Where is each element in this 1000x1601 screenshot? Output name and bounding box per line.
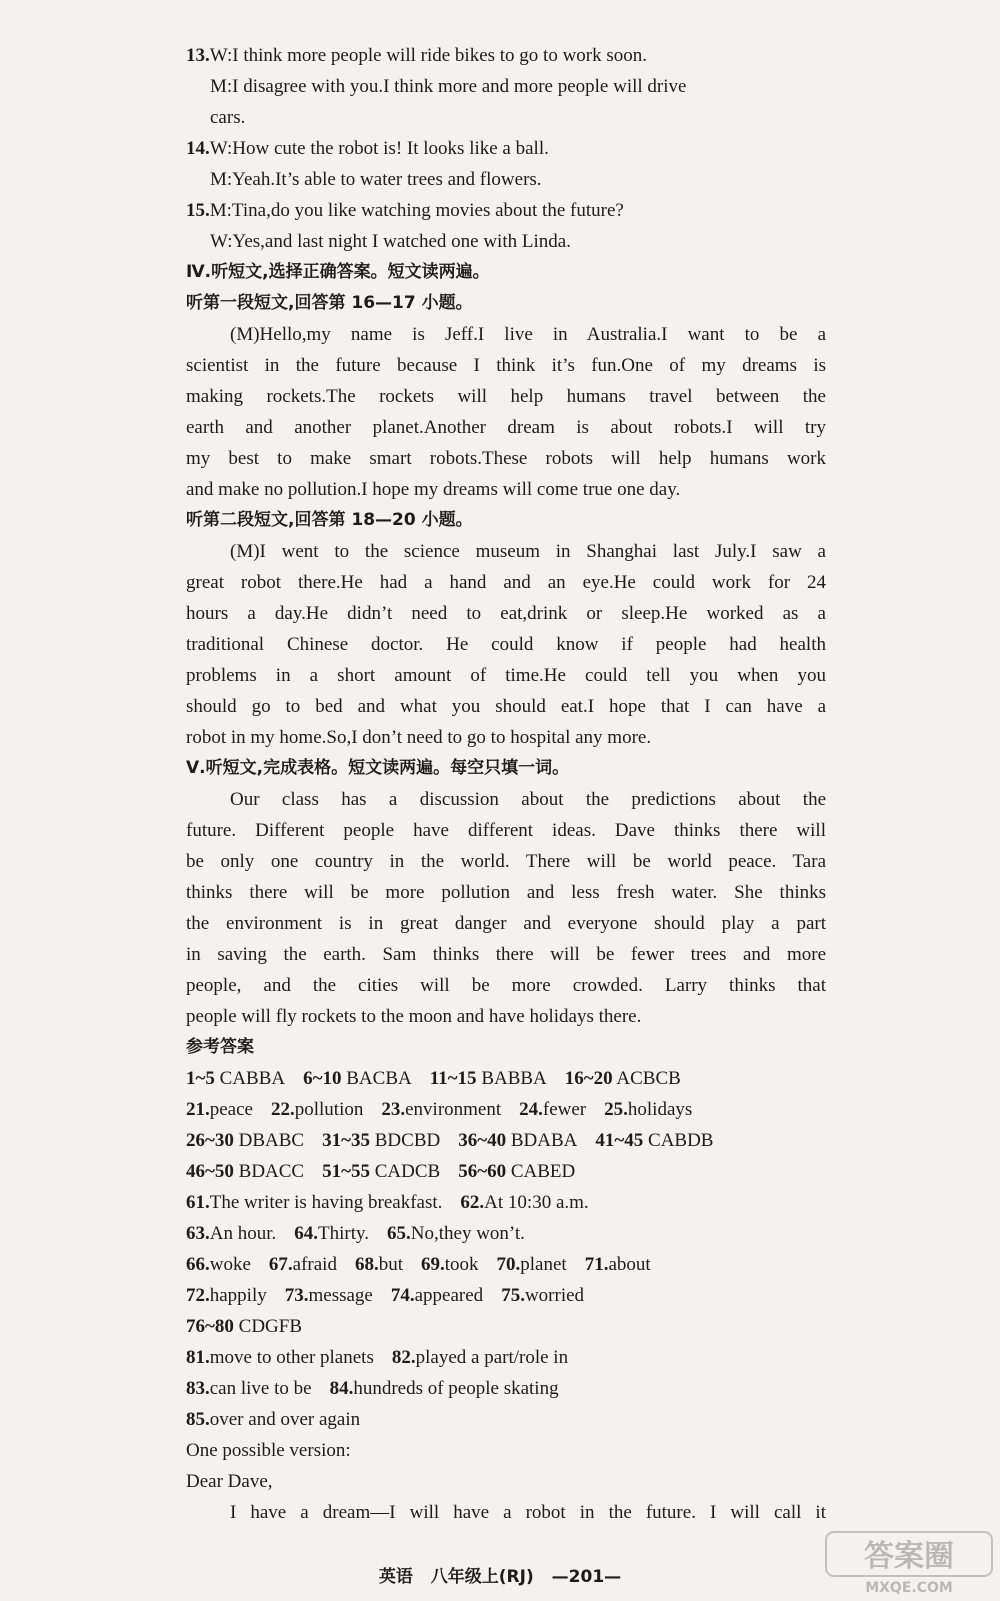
footer-grade: 八年级上(RJ) xyxy=(430,1567,534,1587)
item-number: 14. xyxy=(186,138,210,159)
part-1-title: 听第一段短文,回答第 16—17 小题。 xyxy=(186,293,473,313)
passage-line: thinks there will be more pollution and less fresh water. She thinks xyxy=(186,882,826,903)
answer-value: played a part/role in xyxy=(415,1347,569,1368)
answer-number: 11~15 xyxy=(429,1068,477,1089)
answer-number: 23. xyxy=(381,1099,406,1120)
answer-row xyxy=(186,1187,826,1218)
answer-value: environment xyxy=(405,1099,502,1120)
footer-subject: 英语 xyxy=(378,1567,413,1587)
answer-value: An hour. xyxy=(209,1223,277,1244)
answer-value: The writer is having breakfast. xyxy=(209,1192,443,1213)
passage-line: problems in a short amount of time.He could tell you when you xyxy=(186,665,826,686)
dialogue-line xyxy=(186,164,826,195)
answer-value: took xyxy=(444,1254,479,1275)
passage-line: people will fly rockets to the moon and have holidays there. xyxy=(186,1006,642,1027)
answer-value: BDABA xyxy=(510,1130,578,1151)
dialogue-line xyxy=(186,40,826,71)
answer-value: woke xyxy=(209,1254,251,1275)
answer-row xyxy=(186,1125,826,1156)
answer-number: 81. xyxy=(186,1347,210,1368)
section-5-title: Ⅴ.听短文,完成表格。短文读两遍。每空只填一词。 xyxy=(186,758,570,778)
answer-value: At 10:30 a.m. xyxy=(484,1192,589,1213)
dialogue-text: M:Tina,do you like watching movies about the future? xyxy=(209,200,624,221)
passage-line: my best to make smart robots.These robots will help humans work xyxy=(186,448,826,469)
watermark-text: 答案圈 xyxy=(864,1539,954,1574)
answer-value: but xyxy=(378,1254,403,1275)
answer-row xyxy=(186,1342,826,1373)
answer-number: 1~5 xyxy=(186,1068,215,1089)
answer-value: hundreds of people skating xyxy=(353,1378,559,1399)
passage-line: (M)I went to the science museum in Shanghai last July.I saw a xyxy=(230,541,826,562)
passage-line: earth and another planet.Another dream is about robots.I will try xyxy=(186,417,826,438)
version-label: One possible version: xyxy=(186,1440,351,1461)
dialogue-text: W:I think more people will ride bikes to go to work soon. xyxy=(209,45,648,66)
answer-value: BABBA xyxy=(481,1068,547,1089)
answer-row xyxy=(186,1373,826,1404)
answer-number: 25. xyxy=(604,1099,628,1120)
footer-page-number: —201— xyxy=(551,1567,622,1587)
passage-line: traditional Chinese doctor. He could know if people had health xyxy=(186,634,826,655)
watermark-logo-icon xyxy=(824,1530,994,1596)
answer-value: BDCBD xyxy=(374,1130,441,1151)
answer-number: 66. xyxy=(186,1254,210,1275)
answer-value: can live to be xyxy=(209,1378,312,1399)
dialogue-text: W:Yes,and last night I watched one with Linda. xyxy=(210,231,571,252)
answer-number: 61. xyxy=(186,1192,210,1213)
answer-number: 73. xyxy=(284,1285,309,1306)
answer-number: 21. xyxy=(186,1099,210,1120)
dialogue-line xyxy=(186,71,826,102)
answer-number: 84. xyxy=(329,1378,354,1399)
dialogue-line xyxy=(186,226,826,257)
passage-line: should go to bed and what you should eat.I hope that I can have a xyxy=(186,696,826,717)
section-4-title: Ⅳ.听短文,选择正确答案。短文读两遍。 xyxy=(186,262,490,282)
answer-value: CDGFB xyxy=(238,1316,302,1337)
answer-number: 62. xyxy=(460,1192,485,1213)
answer-row xyxy=(186,1156,826,1187)
answer-value: worried xyxy=(524,1285,585,1306)
answer-row xyxy=(186,1218,826,1249)
answer-value: DBABC xyxy=(238,1130,305,1151)
essay-first-line: I have a dream—I will have a robot in the future. I will call it xyxy=(230,1502,826,1523)
answer-value: No,they won’t. xyxy=(410,1223,525,1244)
page-content xyxy=(186,40,826,1528)
passage-line: people, and the cities will be more crowded. Larry thinks that xyxy=(186,975,826,996)
passage-line: making rockets.The rockets will help humans travel between the xyxy=(186,386,826,407)
answers-title: 参考答案 xyxy=(186,1037,254,1057)
answer-number: 24. xyxy=(519,1099,543,1120)
answer-number: 6~10 xyxy=(303,1068,342,1089)
answer-row xyxy=(186,1280,826,1311)
answer-number: 75. xyxy=(501,1285,525,1306)
answer-number: 83. xyxy=(186,1378,210,1399)
dialogue-text: W:How cute the robot is! It looks like a ball. xyxy=(209,138,549,159)
passage-line: Our class has a discussion about the predictions about the xyxy=(230,789,826,810)
passage-line: great robot there.He had a hand and an eye.He could work for 24 xyxy=(186,572,826,593)
answer-number: 72. xyxy=(186,1285,210,1306)
answer-number: 51~55 xyxy=(322,1161,370,1182)
passage-line: scientist in the future because I think it’s fun.One of my dreams is xyxy=(186,355,826,376)
passage-line: (M)Hello,my name is Jeff.I live in Australia.I want to be a xyxy=(230,324,826,345)
answer-number: 70. xyxy=(496,1254,521,1275)
answer-value: message xyxy=(308,1285,373,1306)
answer-number: 85. xyxy=(186,1409,210,1430)
answer-number: 56~60 xyxy=(458,1161,507,1182)
answer-row xyxy=(186,1311,826,1342)
dialogue-text: cars. xyxy=(210,107,246,128)
answer-value: peace xyxy=(209,1099,253,1120)
passage-line: future. Different people have different ideas. Dave thinks there will xyxy=(186,820,826,841)
dialogue-section xyxy=(186,40,826,257)
answer-value: afraid xyxy=(292,1254,337,1275)
dialogue-line xyxy=(186,102,826,133)
answer-value: fewer xyxy=(542,1099,587,1120)
salutation: Dear Dave, xyxy=(186,1471,273,1492)
answer-value: Thirty. xyxy=(318,1223,370,1244)
answer-row xyxy=(186,1249,826,1280)
passage-line: hours a day.He didn’t need to eat,drink or sleep.He worked as a xyxy=(186,603,826,624)
watermark-url: MXQE.COM xyxy=(865,1580,953,1596)
passage-line: in saving the earth. Sam thinks there will be fewer trees and more xyxy=(186,944,826,965)
answer-number: 63. xyxy=(186,1223,210,1244)
answer-number: 65. xyxy=(387,1223,411,1244)
answer-number: 76~80 xyxy=(186,1316,234,1337)
answer-value: planet xyxy=(520,1254,567,1275)
answer-value: BACBA xyxy=(346,1068,412,1089)
passage-line: and make no pollution.I hope my dreams will come true one day. xyxy=(186,479,681,500)
answer-value: move to other planets xyxy=(209,1347,374,1368)
answer-value: CADCB xyxy=(374,1161,441,1182)
passage-2 xyxy=(186,536,826,753)
answer-number: 31~35 xyxy=(322,1130,370,1151)
answer-number: 68. xyxy=(354,1254,379,1275)
answer-number: 22. xyxy=(270,1099,295,1120)
passage-line: be only one country in the world. There will be world peace. Tara xyxy=(186,851,826,872)
answer-number: 41~45 xyxy=(595,1130,644,1151)
answer-row xyxy=(186,1063,826,1094)
answer-value: pollution xyxy=(294,1099,364,1120)
passage-3 xyxy=(186,784,826,1032)
answer-number: 82. xyxy=(391,1347,416,1368)
answer-value: CABED xyxy=(510,1161,576,1182)
dialogue-line xyxy=(186,195,826,226)
answer-number: 71. xyxy=(584,1254,609,1275)
item-number: 15. xyxy=(186,200,210,221)
answer-number: 67. xyxy=(268,1254,293,1275)
answer-value: CABDB xyxy=(648,1130,714,1151)
answer-value: ACBCB xyxy=(616,1068,681,1089)
answer-number: 64. xyxy=(294,1223,318,1244)
watermark-logo xyxy=(824,1530,994,1596)
answer-key xyxy=(186,1063,826,1435)
dialogue-text: M:I disagree with you.I think more and more people will drive xyxy=(210,76,687,97)
answer-value: over and over again xyxy=(209,1409,361,1430)
answer-number: 69. xyxy=(421,1254,445,1275)
part-2-title: 听第二段短文,回答第 18—20 小题。 xyxy=(186,510,473,530)
answer-value: CABBA xyxy=(219,1068,286,1089)
dialogue-text: M:Yeah.It’s able to water trees and flowers. xyxy=(210,169,542,190)
answer-number: 26~30 xyxy=(186,1130,234,1151)
answer-number: 74. xyxy=(390,1285,415,1306)
answer-row xyxy=(186,1404,826,1435)
answer-value: holidays xyxy=(627,1099,693,1120)
answer-value: BDACC xyxy=(238,1161,305,1182)
answer-value: appeared xyxy=(414,1285,484,1306)
answer-value: about xyxy=(608,1254,651,1275)
answer-number: 36~40 xyxy=(458,1130,507,1151)
answer-value: happily xyxy=(209,1285,267,1306)
passage-line: the environment is in great danger and everyone should play a part xyxy=(186,913,826,934)
passage-line: robot in my home.So,I don’t need to go to hospital any more. xyxy=(186,727,652,748)
answer-number: 46~50 xyxy=(186,1161,234,1182)
passage-1 xyxy=(186,319,826,505)
answer-number: 16~20 xyxy=(564,1068,613,1089)
answer-row xyxy=(186,1094,826,1125)
item-number: 13. xyxy=(186,45,210,66)
dialogue-line xyxy=(186,133,826,164)
